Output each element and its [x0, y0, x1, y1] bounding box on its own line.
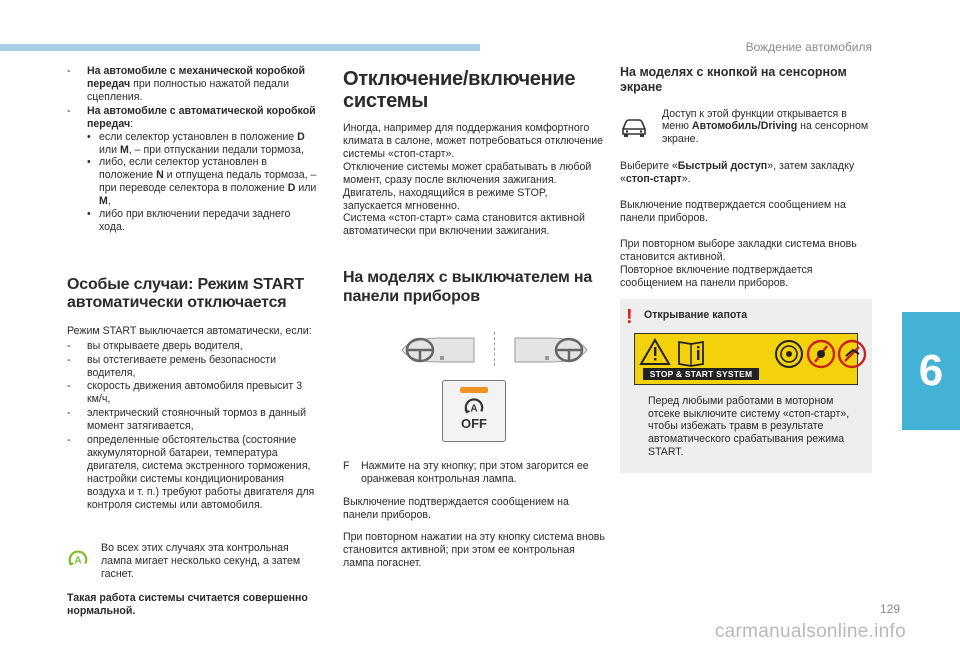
- orange-led-indicator: [460, 387, 488, 393]
- auto-gearbox-bullets: [87, 131, 319, 234]
- list-item: - скорость движения автомобиля превысит 3 км/ч,: [67, 380, 319, 406]
- paragraph: Выключение подтверждается сообщением на панели приборов.: [343, 495, 569, 521]
- divider: [494, 332, 495, 366]
- start-disable-list: [67, 340, 319, 512]
- warning-body: Перед любыми работами в моторном отсеке выключите систему «стоп-старт», чтобы избежать травм в результате автоматического срабатывания режима START.: [648, 394, 850, 459]
- list-item: • либо, если селектор установлен в положение N и отпущена педаль тормоза, – при переводе селектора в положение D или M,: [87, 156, 319, 208]
- paragraph: Повторное включение подтверждается сообщением на панели приборов.: [620, 263, 813, 289]
- paragraph: Режим START выключается автоматически, если:: [67, 324, 312, 337]
- stop-start-system-banner: STOP & START SYSTEM: [643, 368, 759, 380]
- paragraph: При повторном нажатии на эту кнопку система вновь становится активной; при этом ее контрольная лампа погаснет.: [343, 530, 605, 569]
- list-item: - На автомобиле с механической коробкой передач при полностью нажатой педали сцепления.: [67, 65, 319, 104]
- steering-wheel-right-icon: [513, 332, 589, 368]
- off-label: OFF: [461, 416, 487, 432]
- paragraph: Отключение системы может срабатывать в любой момент, сразу после включения зажигания.: [343, 160, 592, 186]
- list-item: - На автомобиле с автоматической коробкой передач: • если селектор установлен в положение D или M, – при отпускании педали тормоза, • либо, если селектор установлен в положение N и отпущена педаль тормоза, – при переводе селектора в положение D или M, • либо при включении передачи заднего хода.: [67, 105, 319, 234]
- section-heading-toggle: Отключение/включение системы: [343, 68, 576, 112]
- final-statement: Такая работа системы считается совершенно нормальной.: [67, 592, 308, 618]
- list-item: - вы отстегиваете ремень безопасности водителя,: [67, 354, 319, 380]
- warning-exclamation-icon: !: [626, 305, 633, 328]
- list-item: - электрический стояночный тормоз в данный момент затягивается,: [67, 407, 319, 433]
- section-heading-special-cases: Особые случаи: Режим START автоматически отключается: [67, 275, 304, 312]
- gear-conditions-list: [67, 65, 319, 234]
- chapter-number-tab: 6: [902, 312, 960, 430]
- car-icon: [620, 116, 648, 138]
- touchscreen-text: Доступ к этой функции открывается в меню Автомобиль/Driving на сенсорном экране.: [662, 107, 869, 146]
- list-item: • либо при включении передачи заднего хода.: [87, 208, 319, 234]
- warning-box-bonnet: [620, 299, 872, 474]
- list-item: - определенные обстоятельства (состояние аккумуляторной батареи, температура двигателя, система экстренного торможения, настройки системы кондиционирования воздуха и т. п.) требуют работы двигателя для контроля системы или автомобиля.: [67, 434, 319, 512]
- svg-text:A: A: [74, 555, 82, 567]
- section-heading-touchscreen: На моделях с кнопкой на сенсорном экране: [620, 65, 847, 95]
- paragraph: Выберите «Быстрый доступ», затем закладку «стоп-старт».: [620, 160, 855, 186]
- stop-start-warning-label: [634, 333, 858, 385]
- paragraph: Двигатель, находящийся в режиме STOP, запускается мгновенно.: [343, 186, 548, 212]
- page-number: 129: [879, 602, 900, 616]
- warning-title: Открывание капота: [644, 308, 748, 321]
- dashboard-illustration: [383, 332, 605, 368]
- chapter-title: Вождение автомобиля: [745, 40, 872, 54]
- instruction-text: Нажмите на эту кнопку; при этом загорится ее оранжевая контрольная лампа.: [361, 460, 589, 485]
- list-item: - вы открываете дверь водителя,: [67, 340, 319, 353]
- warning-pictograms-icon: [635, 334, 871, 372]
- paragraph: Иногда, например для поддержания комфортного климата в салоне, может потребоваться отключение системы «стоп-старт».: [343, 122, 604, 160]
- stop-start-off-button[interactable]: [442, 380, 506, 442]
- instruction-marker: F: [343, 460, 350, 473]
- paragraph: При повторном выборе закладки система вновь становится активной.: [620, 237, 857, 263]
- touchscreen-note: [620, 108, 872, 147]
- stop-start-lamp-icon: [67, 548, 89, 570]
- stop-start-symbol-icon: [462, 395, 486, 415]
- instruction-row: [343, 460, 605, 486]
- column-right: [620, 65, 872, 473]
- svg-text:A: A: [470, 403, 478, 415]
- off-button-illustration: [343, 380, 605, 442]
- watermark-text: carmanualsonline.info: [714, 620, 906, 642]
- column-left: [67, 65, 319, 627]
- section-heading-dashboard-switch: На моделях с выключателем на панели приборов: [343, 269, 593, 305]
- list-item: • если селектор установлен в положение D или M, – при отпускании педали тормоза,: [87, 131, 319, 157]
- top-decor-bar: [0, 44, 480, 51]
- warning-header: [626, 305, 866, 328]
- steering-wheel-left-icon: [400, 332, 476, 368]
- note-text: Во всех этих случаях эта контрольная лампа мигает несколько секунд, а затем гаснет.: [101, 541, 301, 580]
- warning-lamp-note: [67, 542, 319, 581]
- column-middle: [343, 65, 605, 579]
- paragraph: Система «стоп-старт» сама становится активной автоматически при включении зажигания.: [343, 212, 585, 238]
- paragraph: Выключение подтверждается сообщением на панели приборов.: [620, 199, 846, 225]
